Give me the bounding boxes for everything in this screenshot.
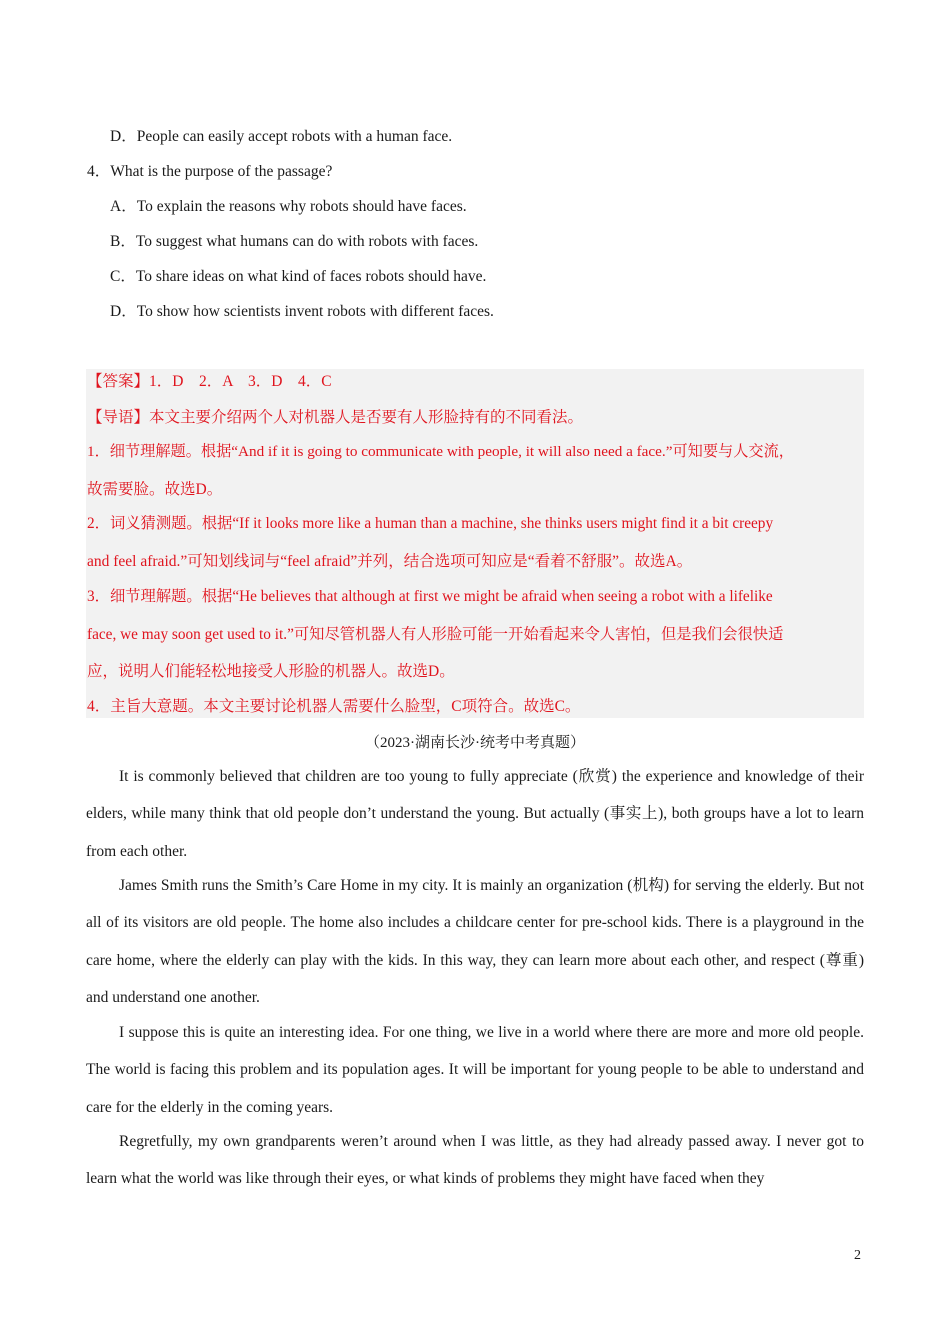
passage-paragraph: James Smith runs the Smith’s Care Home in my city. It is mainly an organization (机构) for serving the elderly. But not all of its visitors are old people. The home also includes a childcare center for pre-school kids. There is a playground in the care home, where the elderly can play with the kids. In this way, they can learn more about each other, and respect (尊重) and understand one another. [86,877,864,1006]
explanation-line: 3．细节理解题。根据“He believes that although at first we might be afraid when seeing a robot with a lifelike [87,588,773,605]
q3-option-d: D．People can easily accept robots with a human face. [110,128,453,145]
explanation-line: 应，说明人们能轻松地接受人形脸的机器人。故选D。 [87,663,455,680]
guide-text: 【导语】本文主要介绍两个人对机器人是否要有人形脸持有的不同看法。 [87,409,584,426]
q4-stem: 4．What is the purpose of the passage? [87,163,333,180]
passage-paragraph: It is commonly believed that children are too young to fully appreciate (欣赏) the experience and knowledge of their elders, while many think that old people don’t understand the young. But actually (事实上), both groups have a lot to learn from each other. [86,768,864,860]
passage-source: （2023·湖南长沙·统考中考真题） [365,735,585,751]
explanation-line: 4．主旨大意题。本文主要讨论机器人需要什么脸型，C项符合。故选C。 [87,698,581,715]
explanation-line: 1．细节理解题。根据“And if it is going to communicate with people, it will also need a face.”可知要与人交流， [87,443,794,460]
q4-option-b: B．To suggest what humans can do with robots with faces. [110,233,479,250]
answer-key: 【答案】1．D 2．A 3．D 4．C [87,373,332,390]
q4-option-a: A．To explain the reasons why robots should have faces. [110,198,467,215]
explanation-line: face, we may soon get used to it.”可知尽管机器人有人形脸可能一开始看起来令人害怕，但是我们会很快适 [87,626,784,643]
explanation-line: 故需要脸。故选D。 [87,481,223,498]
explanation-line: and feel afraid.”可知划线词与“feel afraid”并列，结合选项可知应是“看着不舒服”。故选A。 [87,553,693,570]
q4-option-c: C．To share ideas on what kind of faces robots should have. [110,268,487,285]
page-number: 2 [854,1248,861,1263]
q4-option-d: D．To show how scientists invent robots with different faces. [110,303,494,320]
explanation-line: 2．词义猜测题。根据“If it looks more like a human than a machine, she thinks users might find it a bit creepy [87,515,774,532]
passage-paragraph: Regretfully, my own grandparents weren’t around when I was little, as they had already passed away. I never got to learn what the world was like through their eyes, or what kinds of problems they might have faced when they [86,1133,864,1188]
passage-paragraph: I suppose this is quite an interesting idea. For one thing, we live in a world where there are more and more old people. The world is facing this problem and its population ages. It will be important for young people to be able to understand and care for the elderly in the coming years. [86,1024,864,1116]
